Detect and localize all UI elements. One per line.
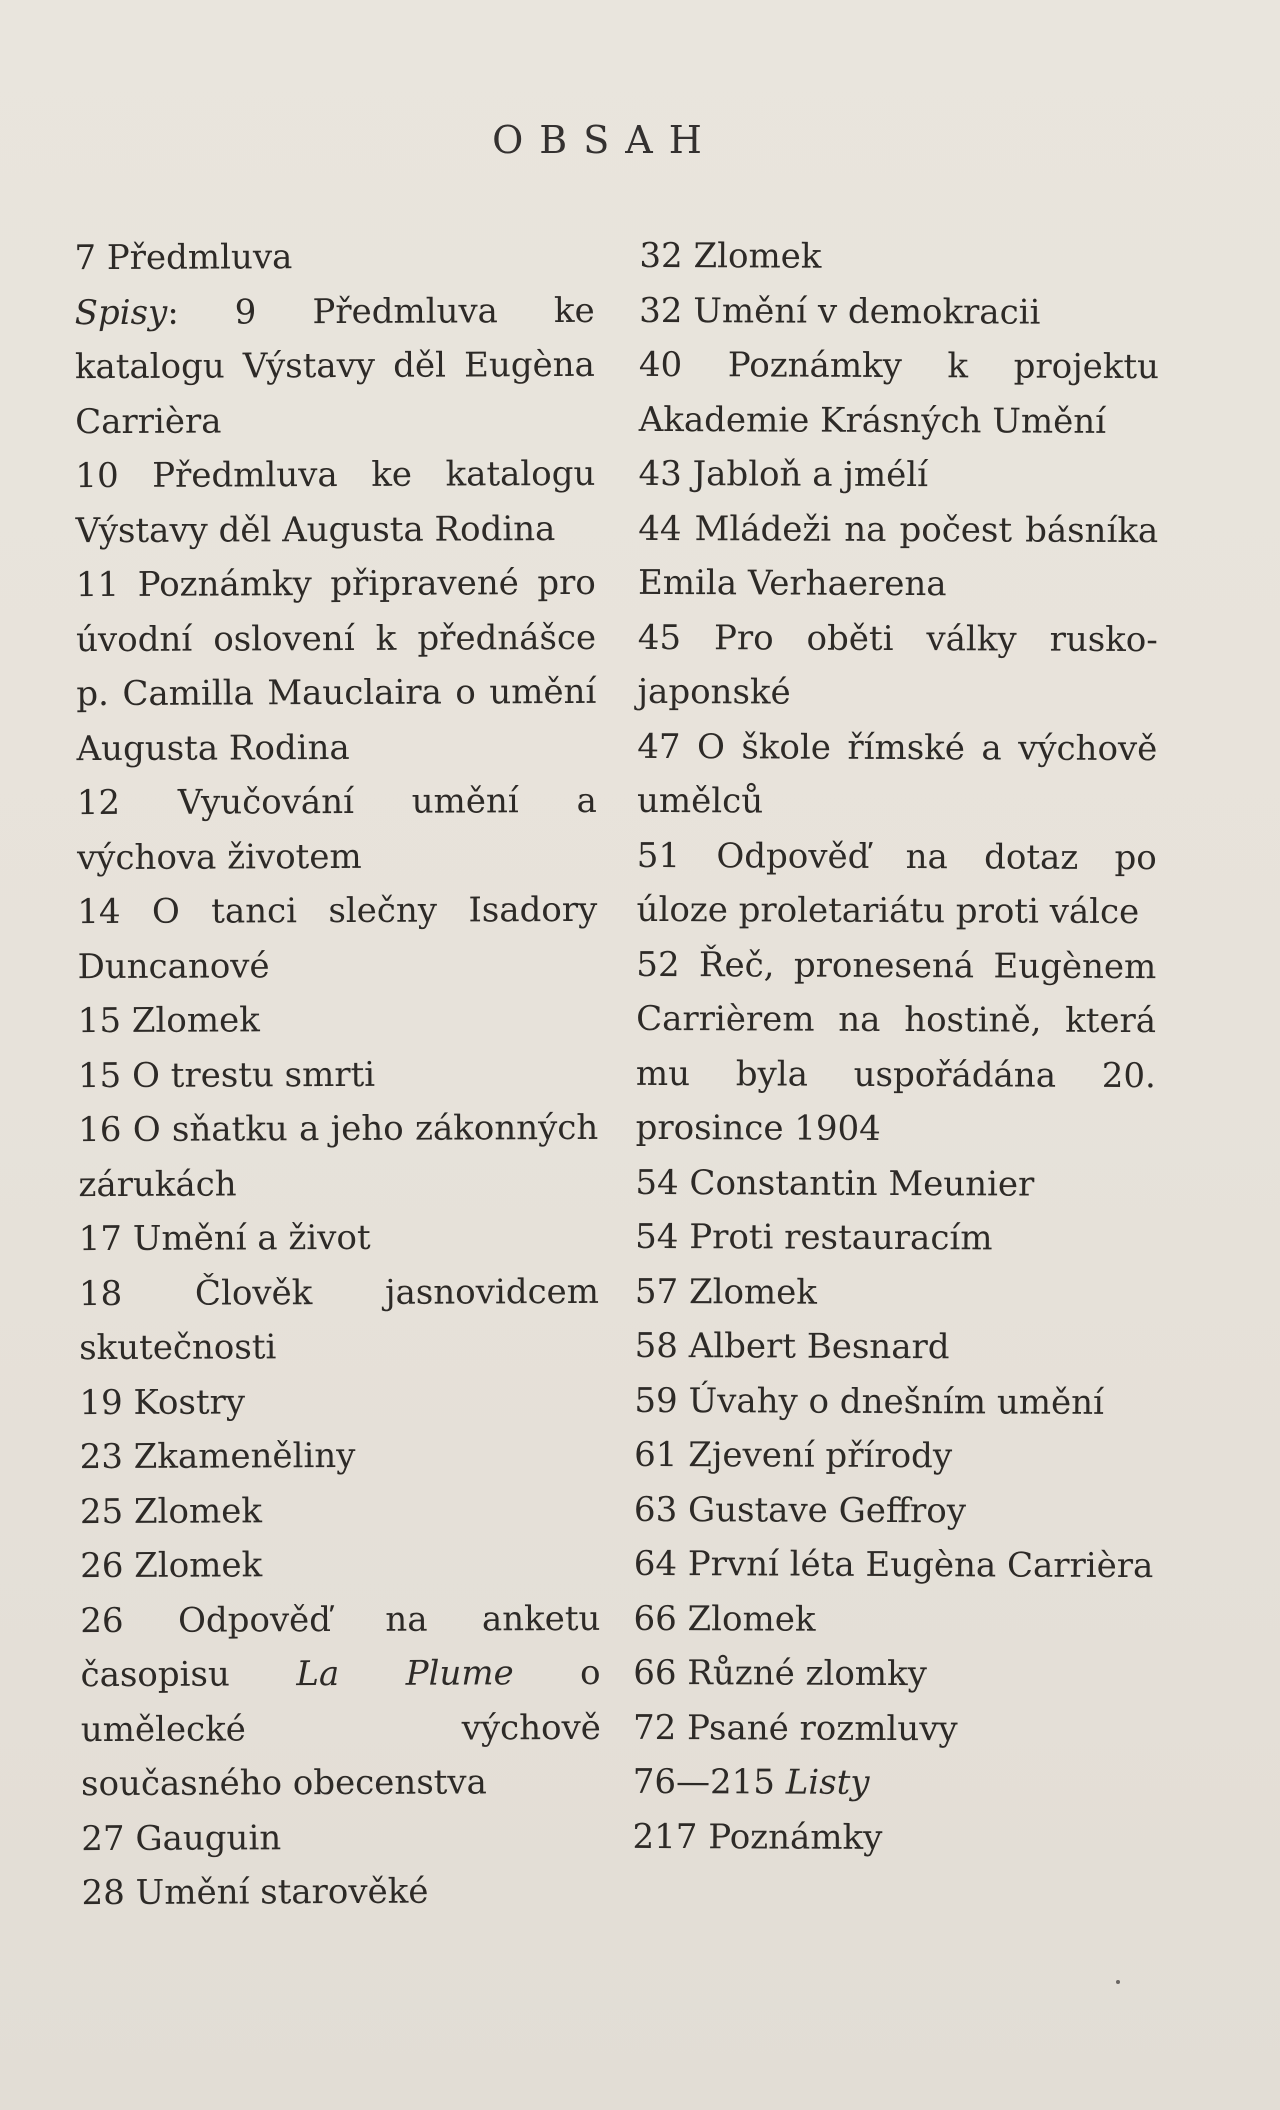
toc-entry: 15 O trestu smrti — [77, 1054, 376, 1096]
toc-entry-text: 76—215 — [632, 1761, 786, 1803]
toc-entry: 10 Předmluva ke katalogu Výstavy děl Augusta Rodina — [75, 453, 596, 551]
toc-entry: 14 O tanci slečny Isadory Duncanové — [77, 889, 598, 987]
toc-entry: 28 Umění starověké — [81, 1871, 429, 1914]
toc-entry-italic: Spisy — [74, 292, 168, 333]
toc-entry: 58 Albert Besnard — [634, 1325, 950, 1368]
toc-entry — [633, 1755, 1153, 1812]
toc-entry: 54 Constantin Meunier — [635, 1162, 1035, 1205]
toc-entry: 217 Poznámky — [632, 1816, 883, 1858]
toc-entry-text: 26 Odpověď na anketu časopisu — [80, 1598, 601, 1696]
toc-entry: 25 Zlomek — [79, 1490, 263, 1532]
toc-entry: 54 Proti restauracím — [635, 1216, 993, 1259]
toc-entry: 72 Psané rozmluvy — [632, 1707, 958, 1749]
toc-entry — [75, 283, 596, 449]
toc-entry-text: : 9 Předmluva ke katalogu Výstavy děl Eugèna Carrièra — [74, 290, 595, 442]
toc-entry: 17 Umění a život — [78, 1217, 371, 1260]
toc-entry: 59 Úvahy o dnešním umění — [634, 1380, 1105, 1423]
toc-entry: 19 Kostry — [79, 1381, 246, 1423]
toc-entry: 12 Vyučování umění a výchova životem — [76, 780, 597, 878]
toc-entry: 52 Řeč, pronesená Eugènem Carrièrem na hostině, která mu byla uspořádána 20. prosince 1904 — [635, 944, 1157, 1149]
contents-column-left — [74, 229, 601, 1921]
toc-entry: 32 Umění v demokracii — [639, 290, 1041, 333]
paper-speck — [1116, 1980, 1120, 1984]
toc-entry: 47 O škole římské a výchově umělců — [636, 726, 1158, 822]
toc-entry: 63 Gustave Geffroy — [633, 1489, 967, 1531]
toc-entry: 51 Odpověď na dotaz po úloze proletariátu proti válce — [636, 835, 1157, 933]
toc-entry: 44 Mládeži na počest básníka Emila Verhaerena — [637, 508, 1159, 605]
toc-entry: 26 Zlomek — [80, 1545, 263, 1587]
toc-entry: 15 Zlomek — [77, 1000, 260, 1042]
toc-entry: 61 Zjevení přírody — [634, 1434, 953, 1477]
toc-entry-italic: Listy — [785, 1762, 870, 1803]
toc-entry: 23 Zkameněliny — [79, 1435, 356, 1478]
toc-entry: 66 Zlomek — [633, 1598, 816, 1640]
page-title: OBSAH — [492, 118, 718, 162]
toc-entry-italic: La Plume — [296, 1653, 514, 1695]
toc-entry: 16 O sňatku a jeho zákonných zárukách — [78, 1107, 599, 1205]
toc-entry: 43 Jabloň a jmélí — [638, 453, 929, 496]
toc-entry: 11 Poznámky připravené pro úvodní oslovení k přednášce p. Camilla Mauclaira o umění Augusta Rodina — [75, 562, 597, 769]
toc-entry: 40 Poznámky k projektu Akademie Krásných Umění — [638, 344, 1160, 442]
toc-entry: 66 Různé zlomky — [633, 1652, 927, 1695]
toc-entry: 32 Zlomek — [639, 235, 822, 277]
toc-entry: 57 Zlomek — [634, 1271, 818, 1313]
contents-column-right — [632, 229, 1159, 1866]
toc-entry: 18 Člověk jasnovidcem skutečnosti — [78, 1271, 600, 1369]
toc-entry: 27 Gauguin — [81, 1817, 282, 1859]
toc-entry: 7 Předmluva — [74, 237, 293, 279]
toc-entry-text: o umělecké výchově současného obecenstva — [80, 1652, 601, 1805]
toc-entry: 45 Pro oběti války rusko-japonské — [637, 617, 1158, 713]
toc-entry — [80, 1591, 601, 1811]
toc-entry: 64 První léta Eugèna Carrièra — [633, 1543, 1154, 1587]
